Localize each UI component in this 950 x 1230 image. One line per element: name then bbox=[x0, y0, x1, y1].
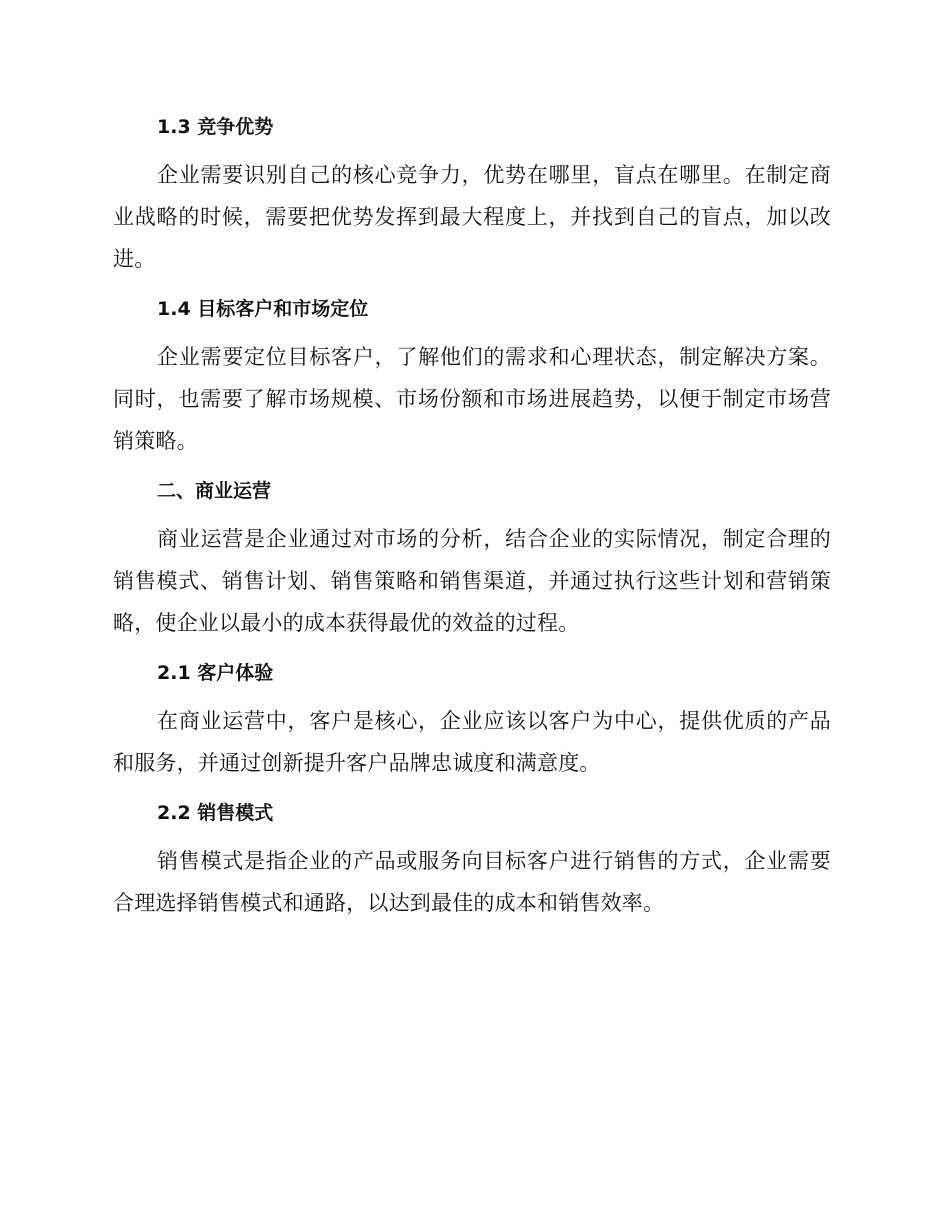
section-heading-target-customers: 1.4 目标客户和市场定位 bbox=[157, 298, 369, 320]
section-paragraph-competitive-advantage: 企业需要识别自己的核心竞争力，优势在哪里，盲点在哪里。在制定商业战略的时候，需要把优势发挥到最大程度上，并找到自己的盲点，加以改进。 bbox=[113, 163, 831, 271]
section-paragraph-business-operations: 商业运营是企业通过对市场的分析，结合企业的实际情况，制定合理的销售模式、销售计划、销售策略和销售渠道，并通过执行这些计划和营销策略，使企业以最小的成本获得最优的效益的过程。 bbox=[113, 527, 831, 635]
section-paragraph-sales-model: 销售模式是指企业的产品或服务向目标客户进行销售的方式，企业需要合理选择销售模式和通路，以达到最佳的成本和销售效率。 bbox=[113, 849, 831, 915]
section-heading-business-operations: 二、商业运营 bbox=[157, 480, 272, 502]
section-heading-customer-experience: 2.1 客户体验 bbox=[157, 662, 274, 684]
section-heading-sales-model: 2.2 销售模式 bbox=[157, 802, 274, 824]
section-paragraph-customer-experience: 在商业运营中，客户是核心，企业应该以客户为中心，提供优质的产品和服务，并通过创新提升客户品牌忠诚度和满意度。 bbox=[113, 709, 831, 775]
document-body bbox=[113, 108, 831, 934]
section-paragraph-target-customers: 企业需要定位目标客户，了解他们的需求和心理状态，制定解决方案。同时，也需要了解市场规模、市场份额和市场进展趋势，以便于制定市场营销策略。 bbox=[113, 345, 831, 453]
section-heading-competitive-advantage: 1.3 竞争优势 bbox=[157, 116, 274, 138]
